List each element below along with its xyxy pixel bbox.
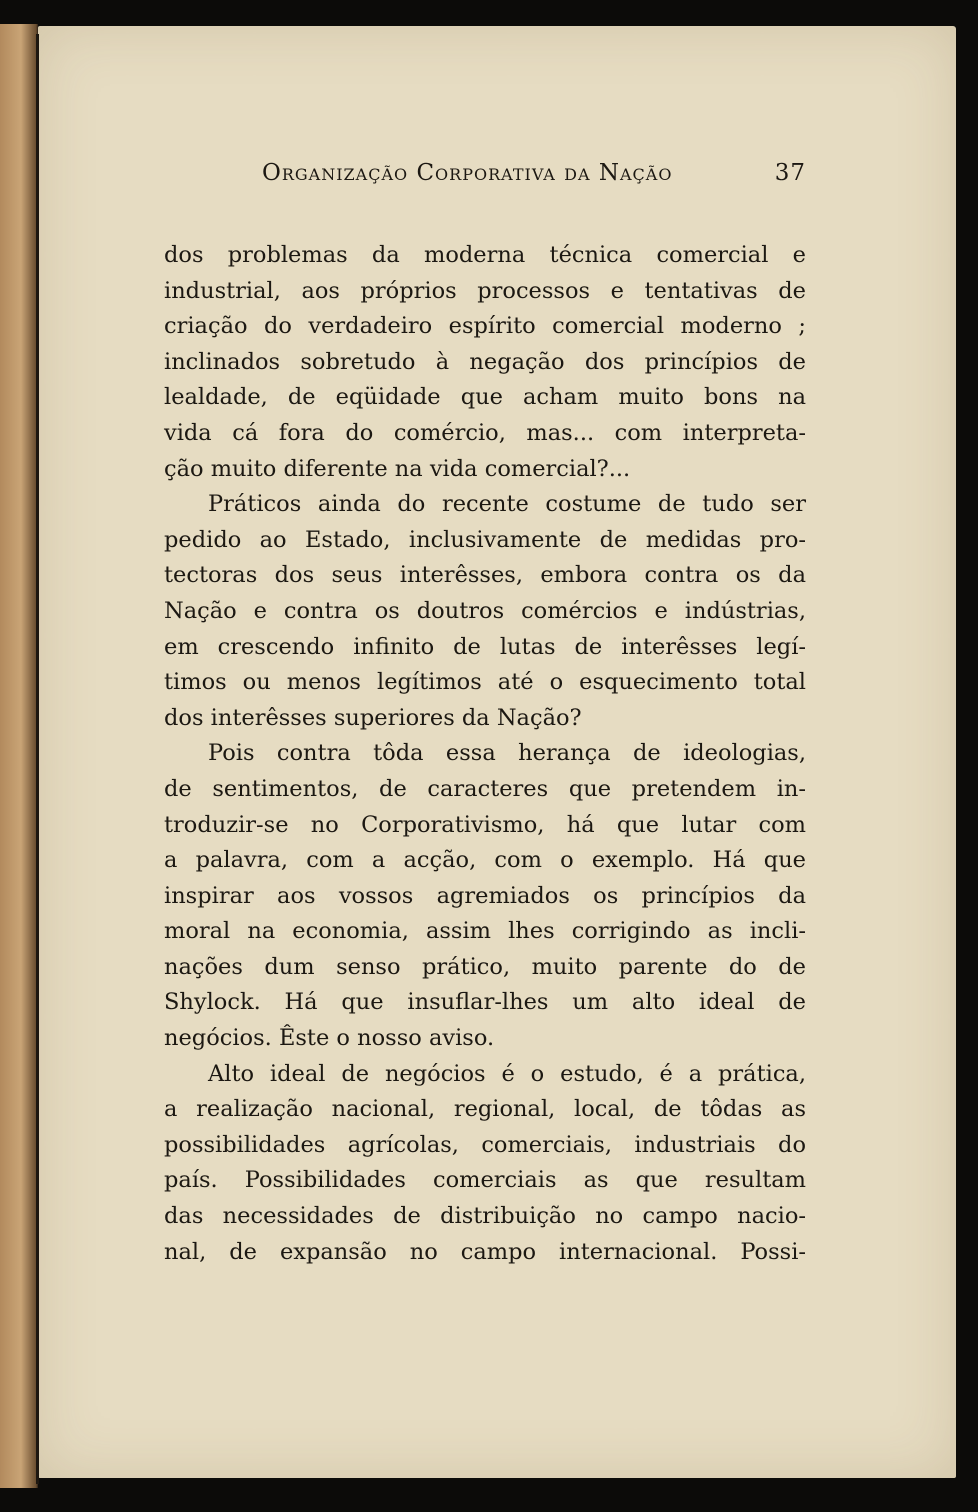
page-binding-edge: [36, 34, 39, 1484]
text-line: tectoras dos seus interêsses, embora contra os da: [164, 562, 806, 589]
text-line: industrial, aos próprios processos e tentativas de: [164, 277, 806, 304]
text-line: a realização nacional, regional, local, de tôdas as: [164, 1096, 806, 1123]
text-line: Nação e contra os doutros comércios e indústrias,: [164, 597, 806, 624]
text-line: dos problemas da moderna técnica comercial e: [164, 242, 806, 268]
text-line: Alto ideal de negócios é o estudo, é a prática,: [208, 1060, 806, 1087]
book-edge: [0, 24, 38, 1488]
text-line: dos interêsses superiores da Nação?: [164, 704, 582, 731]
text-line: moral na economia, assim lhes corrigindo as incli-: [164, 918, 806, 945]
text-line: pedido ao Estado, inclusivamente de medidas pro-: [164, 526, 806, 553]
running-head-title: Organização Corporativa da Nação: [262, 160, 673, 186]
text-line: inclinados sobretudo à negação dos princípios de: [164, 348, 806, 375]
text-line: possibilidades agrícolas, comerciais, industriais do: [164, 1131, 806, 1158]
text-line: das necessidades de distribuição no campo nacio-: [164, 1203, 806, 1230]
running-head: [262, 160, 806, 194]
text-line: ção muito diferente na vida comercial?...: [164, 455, 631, 482]
text-line: Práticos ainda do recente costume de tudo ser: [208, 491, 806, 518]
text-line: nações dum senso prático, muito parente do de: [164, 953, 806, 980]
text-line: em crescendo infinito de lutas de interêsses legí-: [164, 633, 806, 660]
text-line: país. Possibilidades comerciais as que resultam: [164, 1167, 806, 1194]
text-line: criação do verdadeiro espírito comercial moderno ;: [164, 313, 806, 340]
text-line: inspirar aos vossos agremiados os princípios da: [164, 882, 806, 909]
body-text: [164, 238, 806, 1270]
text-line: negócios. Êste o nosso aviso.: [164, 1025, 495, 1052]
text-line: nal, de expansão no campo internacional. Possi-: [164, 1238, 806, 1265]
text-line: de sentimentos, de caracteres que pretendem in-: [164, 775, 806, 802]
text-line: Pois contra tôda essa herança de ideologias,: [208, 740, 806, 767]
text-line: vida cá fora do comércio, mas... com interpreta-: [164, 419, 806, 446]
text-line: timos ou menos legítimos até o esquecimento total: [164, 669, 806, 696]
text-line: Shylock. Há que insuflar-lhes um alto ideal de: [164, 989, 806, 1016]
text-line: a palavra, com a acção, com o exemplo. Há que: [164, 847, 806, 874]
text-line: lealdade, de eqüidade que acham muito bons na: [164, 384, 806, 411]
text-line: troduzir-se no Corporativismo, há que lutar com: [164, 811, 806, 838]
page-number: 37: [774, 160, 806, 186]
